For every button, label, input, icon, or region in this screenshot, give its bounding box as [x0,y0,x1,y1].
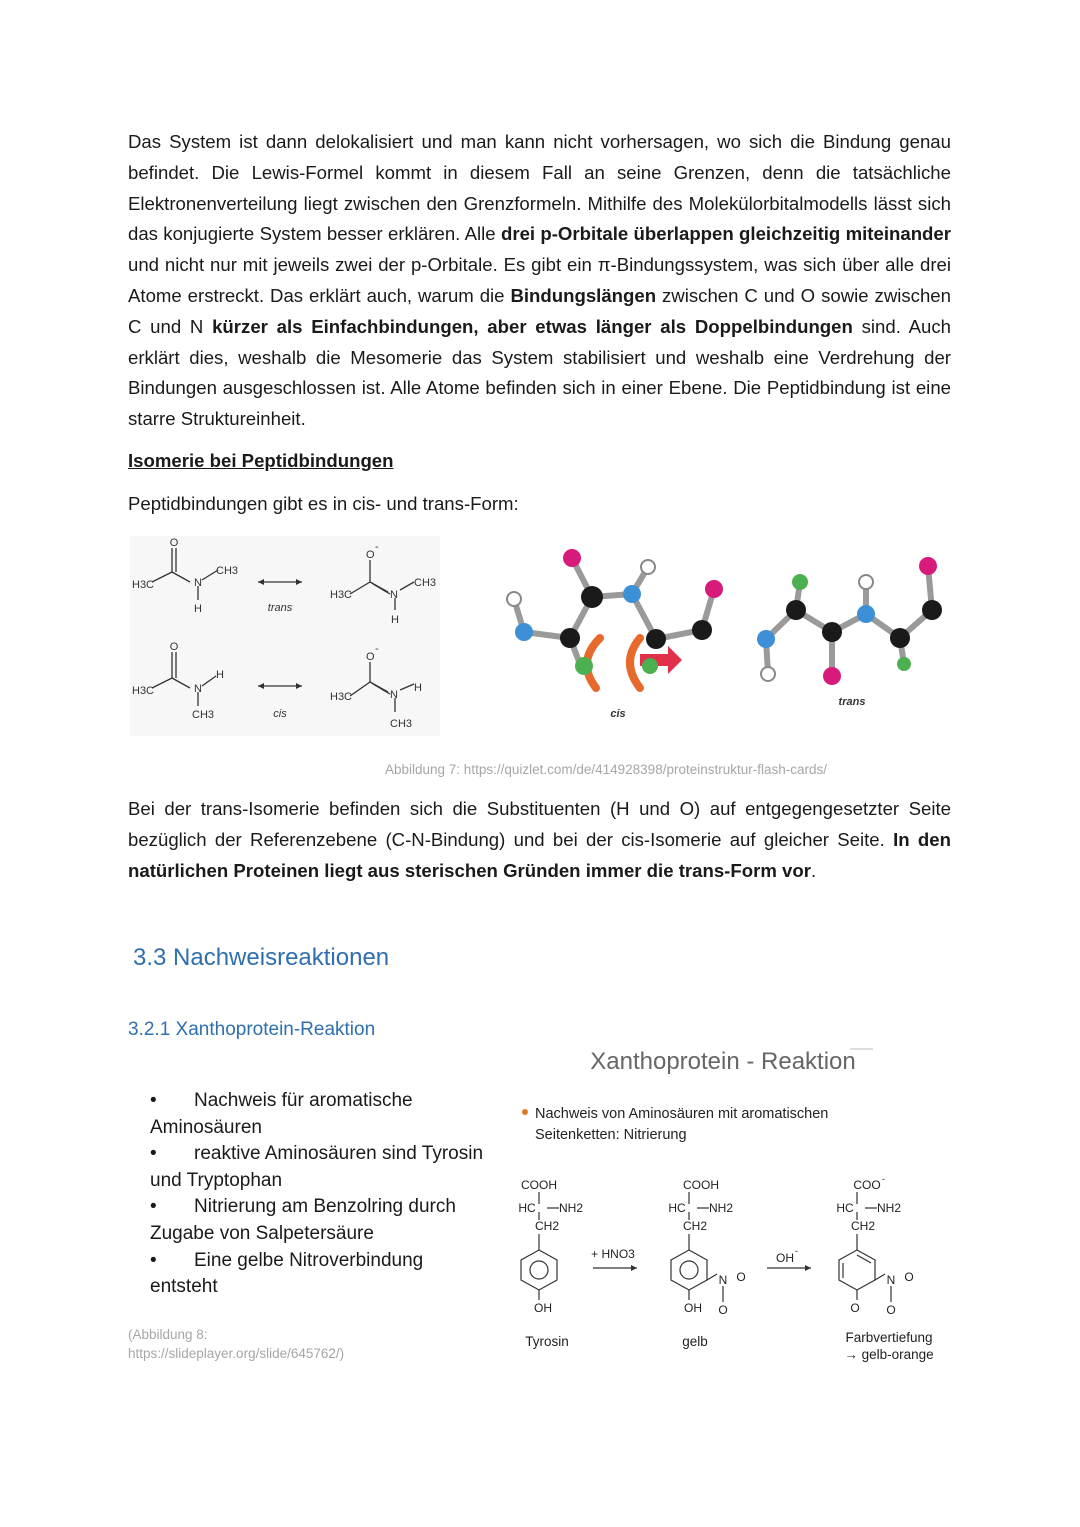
chem-label: O [736,1270,746,1284]
svg-text:-: - [882,1174,885,1184]
figure8-caption [128,1325,344,1363]
atom-label: N [390,589,398,601]
isomerie-intro: Peptidbindungen gibt es in cis- und trans-Form: [128,493,519,514]
atom-label: H3C [330,691,353,703]
atom-label: H [216,669,224,681]
chem-label: O [904,1270,914,1284]
section-heading: 3.3 Nachweisreaktionen [133,944,390,971]
list-item: • Nitrierung am Benzolring durch Zugabe von Salpetersäure [150,1194,485,1247]
chem-label: NH2 [558,1201,584,1215]
chem-label: N [718,1273,728,1287]
xanthoprotein-svg [505,1040,945,1370]
atom-label: H3C [132,685,155,697]
chem-label: OH [534,1301,552,1315]
figure7-ball-stick-models [500,542,950,722]
text-run: zwischen C und O sowie zwischen C und N [128,284,951,337]
ball-stick-svg [500,542,950,722]
atom-label: H [391,614,399,626]
caption-line: (Abbildung 8: [128,1327,208,1342]
atom-label: O [366,651,375,663]
reagent-label: + HNO3 [591,1247,635,1261]
tyrosin-label: Tyrosin [525,1334,569,1349]
atom-label: H3C [330,589,353,601]
gelb-orange-label: → gelb-orange [844,1347,934,1362]
chem-label: NH2 [708,1201,734,1215]
bold-run: drei p-Orbitale überlappen gleichzeitig miteinander [500,223,951,245]
figure7-caption: Abbildung 7: https://quizlet.com/de/414928398/proteinstruktur-flash-cards/ [385,762,828,777]
paragraph-delocalization [128,127,951,435]
atom-label: O [366,549,375,561]
figure8-xanthoprotein-slide [505,1040,945,1370]
chem-label: HC [836,1201,854,1215]
chem-label: HC [668,1201,686,1215]
atom-label: O [169,641,179,653]
caption-line: https://slideplayer.org/slide/645762/) [128,1346,345,1361]
chem-label: N [886,1273,896,1287]
text-run: und nicht nur mit jeweils zwei der p-Orbitale. Es gibt ein π-Bindungssystem, was sich über alle drei Atome erstreckt. Das erklärt auch, warum die [128,254,951,306]
chem-label: O [718,1303,728,1317]
chem-label: O [850,1301,860,1315]
farbvertiefung-label: Farbvertiefung [845,1330,933,1345]
text-run: Bei der trans-Isomerie befinden sich die Substituenten (H und O) auf entgegengesetzter Seite bezüglich der Referenzebene (C-N-Bindung) und bei der cis-Isomerie auf gleicher Seite. [128,798,951,850]
atom-label: CH3 [390,718,413,730]
isomerie-heading: Isomerie bei Peptidbindungen [128,450,394,471]
atom-label: N [390,689,398,701]
atom-label: H [194,603,202,615]
chem-label: O [886,1303,896,1317]
list-item: • reaktive Aminosäuren sind Tyrosin und Tryptophan [150,1141,485,1194]
text-run: . [810,859,817,881]
reagent-label: OH [776,1251,794,1265]
svg-text:-: - [795,1246,798,1256]
atom-label: CH3 [192,709,215,721]
chem-label: COO [853,1178,881,1192]
atom-label: N [194,683,202,695]
cis-model-label: cis [610,708,626,720]
structural-formulas-svg [130,536,440,736]
bold-run: In den natürlichen Proteinen liegt aus sterischen Gründen immer die trans-Form vor [128,828,951,881]
chem-label: CH2 [534,1219,560,1233]
xanthoprotein-bullets [150,1088,485,1301]
bold-run: kürzer als Einfachbindungen, aber etwas länger als Doppelbindungen [212,315,853,337]
chem-label: OH [684,1301,702,1315]
charge-label: - [375,541,379,553]
list-item: • Eine gelbe Nitroverbindung entsteht [150,1248,485,1301]
trans-model-label: trans [838,696,866,708]
slide-title: Xanthoprotein - Reaktion [590,1048,856,1075]
paragraph-trans-cis [128,794,951,886]
trans-label: trans [267,602,293,614]
chem-label: CH2 [682,1219,708,1233]
gelb-label: gelb [682,1334,708,1349]
chem-label: CH2 [850,1219,876,1233]
chem-label: COOH [521,1178,557,1192]
atom-label: H3C [132,579,155,591]
atom-label: O [169,537,179,549]
charge-label: - [375,643,379,655]
subsection-heading: 3.2.1 Xanthoprotein-Reaktion [128,1019,376,1040]
slide-bullet-line: Seitenketten: Nitrierung [535,1127,687,1143]
figure7-structural-formulas [130,536,440,736]
atom-label: CH3 [414,577,437,589]
bold-run: Bindungslängen [510,284,657,306]
atom-label: CH3 [216,565,239,577]
chem-label: NH2 [876,1201,902,1215]
atom-label: H [414,682,422,694]
text-run: sind. Auch erklärt dies, weshalb die Mesomerie das System stabilisiert und weshalb eine Verdrehung der Bindungen ausgeschlossen ist. Alle Atome befinden sich in einer Ebene. Die Peptidbindung ist eine starre Struktureinheit. [128,315,951,430]
text-run: Das System ist dann delokalisiert und man kann nicht vorhersagen, wo sich die Bindung genau befindet. Die Lewis-Formel kommt in diesem Fall an seine Grenzen, denn die tatsächliche Elektronenverteilung liegt zwischen den Grenzformeln. Mithilfe des Molekülorbitalmodells lässt sich das konjugierte System besser erklären. Alle [128,131,951,245]
atom-label: N [194,577,202,589]
slide-bullet-line: Nachweis von Aminosäuren mit aromatischen [535,1106,829,1122]
chem-label: HC [518,1201,536,1215]
list-item: • Nachweis für aromatische Aminosäuren [150,1088,485,1141]
cis-label: cis [273,708,287,720]
chem-label: COOH [683,1178,719,1192]
